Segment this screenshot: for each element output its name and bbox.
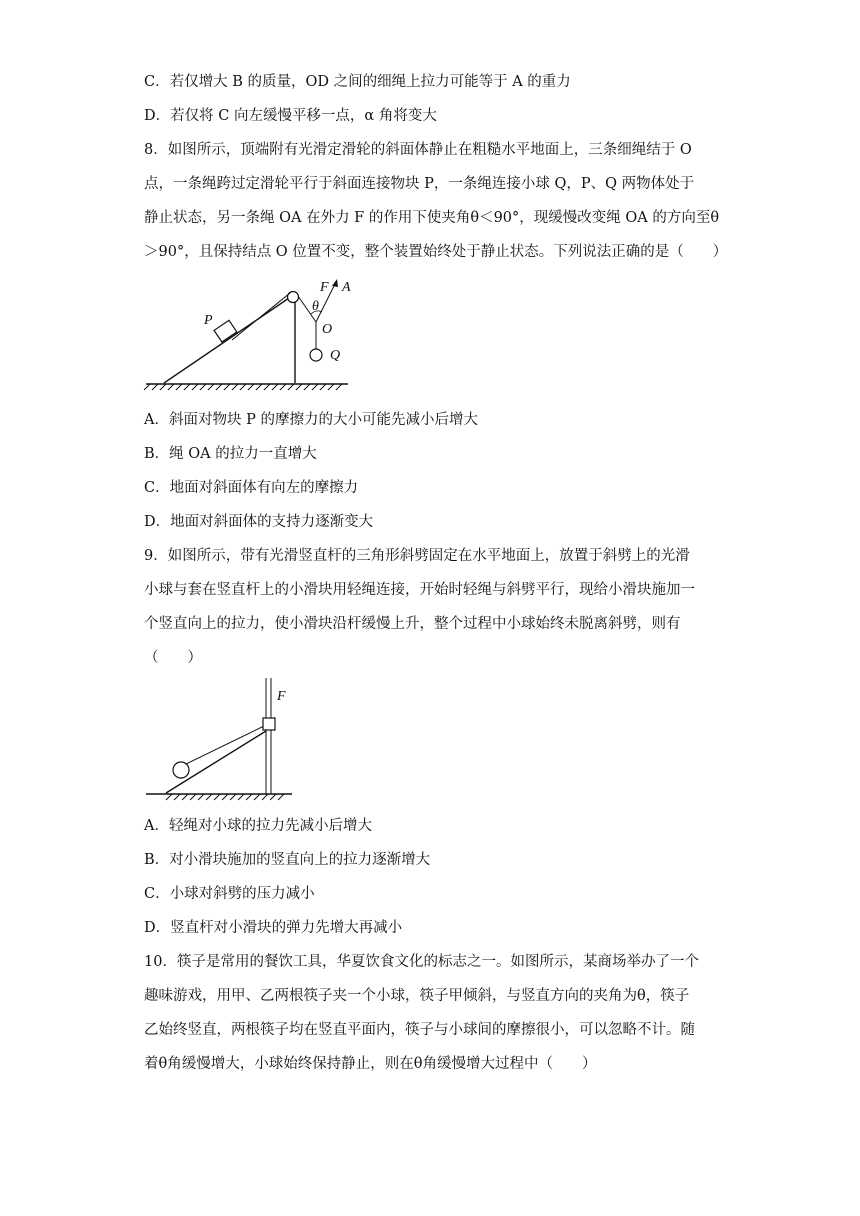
label-p: P [204, 313, 213, 328]
q10-stem-line-2: 趣味游戏，用甲、乙两根筷子夹一个小球，筷子甲倾斜，与竖直方向的夹角为θ，筷子 [144, 988, 690, 1004]
q8-stem-line-3: 静止状态，另一条绳 OA 在外力 F 的作用下使夹角θ＜90°，现缓慢改变绳 OA 的方向至θ [144, 210, 720, 226]
q8-option-a: A．斜面对物块 P 的摩擦力的大小可能先减小后增大 [144, 412, 478, 428]
label-f: F [320, 280, 329, 295]
label-o: O [322, 322, 333, 337]
q8-stem-line-1: 8．如图所示，顶端附有光滑定滑轮的斜面体静止在粗糙水平地面上，三条细绳结于 O [144, 142, 692, 158]
q9-option-b: B．对小滑块施加的竖直向上的拉力逐渐增大 [144, 852, 431, 868]
q7-option-d: D．若仅将 C 向左缓慢平移一点，α 角将变大 [144, 108, 437, 124]
q10-stem-line-1: 10．筷子是常用的餐饮工具，华夏饮食文化的标志之一。如图所示，某商场举办了一个 [144, 954, 699, 970]
q9-option-c: C．小球对斜劈的压力减小 [144, 886, 315, 902]
q7-option-c: C．若仅增大 B 的质量，OD 之间的细绳上拉力可能等于 A 的重力 [144, 74, 571, 90]
q9-stem-line-4: （ ） [144, 650, 202, 666]
q9-option-d: D．竖直杆对小滑块的弹力先增大再减小 [144, 920, 403, 936]
q9-stem-line-1: 9．如图所示，带有光滑竖直杆的三角形斜劈固定在水平地面上，放置于斜劈上的光滑 [144, 548, 690, 564]
label-theta: θ [312, 299, 319, 314]
label-a: A [342, 280, 351, 295]
label-f: F [277, 689, 286, 704]
q8-option-d: D．地面对斜面体的支持力逐渐变大 [144, 514, 374, 530]
q8-figure [140, 276, 380, 396]
q8-option-c: C．地面对斜面体有向左的摩擦力 [144, 480, 359, 496]
q8-option-b: B．绳 OA 的拉力一直增大 [144, 446, 317, 462]
label-q: Q [330, 348, 341, 363]
q10-stem-line-4: 着θ角缓慢增大，小球始终保持静止，则在θ角缓慢增大过程中（ ） [144, 1056, 597, 1072]
q9-figure [144, 676, 304, 806]
q9-stem-line-2: 小球与套在竖直杆上的小滑块用轻绳连接，开始时轻绳与斜劈平行，现给小滑块施加一 [144, 582, 695, 598]
q8-stem-line-2: 点，一条绳跨过定滑轮平行于斜面连接物块 P，一条绳连接小球 Q，P、Q 两物体处于 [144, 176, 695, 192]
q9-option-a: A．轻绳对小球的拉力先减小后增大 [144, 818, 372, 834]
q8-stem-line-4: ＞90°，且保持结点 O 位置不变，整个装置始终处于静止状态。下列说法正确的是（ ） [144, 244, 728, 260]
q10-stem-line-3: 乙始终竖直，两根筷子均在竖直平面内，筷子与小球间的摩擦很小，可以忽略不计。随 [144, 1022, 695, 1038]
q9-stem-line-3: 个竖直向上的拉力，使小滑块沿杆缓慢上升，整个过程中小球始终未脱离斜劈，则有 [144, 616, 681, 632]
